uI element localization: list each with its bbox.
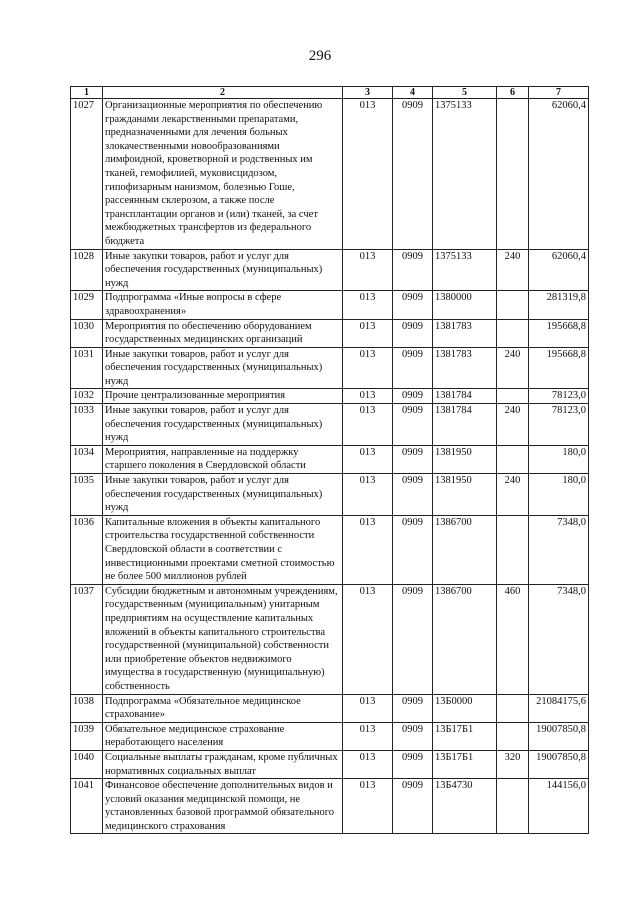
row-number: 1032 (71, 389, 103, 404)
row-amount: 281319,8 (529, 291, 589, 319)
row-name: Иные закупки товаров, работ и услуг для обеспечения государственных (муниципальных) нужд (103, 474, 343, 516)
column-header-5: 5 (433, 87, 497, 99)
table-row (71, 347, 589, 389)
row-admin-code: 013 (343, 249, 393, 291)
row-section-code: 0909 (393, 584, 433, 694)
row-target-code: 1386700 (433, 515, 497, 584)
row-expense-type (497, 515, 529, 584)
row-expense-type (497, 445, 529, 473)
row-amount: 195668,8 (529, 319, 589, 347)
row-name: Обязательное медицинское страхование неработающего населения (103, 722, 343, 750)
row-name: Организационные мероприятия по обеспечению гражданами лекарственными препаратами, предназначенными для лечения больных злокачественными новообразованиями лимфоидной, кроветворной и родственных им тканей, гемофилией, муковисцидозом, гипофизарным нанизмом, болезнью Гоше, рассеянным склерозом, а также после трансплантации органов и (или) тканей, за счет межбюджетных трансфертов из федерального бюджета (103, 99, 343, 250)
row-amount: 7348,0 (529, 515, 589, 584)
row-amount: 19007850,8 (529, 722, 589, 750)
row-section-code: 0909 (393, 750, 433, 778)
row-expense-type: 240 (497, 474, 529, 516)
row-expense-type (497, 291, 529, 319)
row-number: 1036 (71, 515, 103, 584)
row-section-code: 0909 (393, 99, 433, 250)
row-name: Иные закупки товаров, работ и услуг для обеспечения государственных (муниципальных) нужд (103, 249, 343, 291)
row-target-code: 13Б17Б1 (433, 750, 497, 778)
row-name: Подпрограмма «Иные вопросы в сфере здравоохранения» (103, 291, 343, 319)
row-amount: 180,0 (529, 445, 589, 473)
row-number: 1040 (71, 750, 103, 778)
row-section-code: 0909 (393, 474, 433, 516)
table-row (71, 445, 589, 473)
row-admin-code: 013 (343, 779, 393, 834)
row-amount: 78123,0 (529, 389, 589, 404)
column-header-2: 2 (103, 87, 343, 99)
row-number: 1029 (71, 291, 103, 319)
row-section-code: 0909 (393, 319, 433, 347)
row-target-code: 1381783 (433, 319, 497, 347)
row-name: Мероприятия, направленные на поддержку старшего поколения в Свердловской области (103, 445, 343, 473)
row-expense-type: 240 (497, 404, 529, 446)
table-row (71, 722, 589, 750)
row-amount: 62060,4 (529, 249, 589, 291)
row-target-code: 1380000 (433, 291, 497, 319)
row-section-code: 0909 (393, 722, 433, 750)
row-expense-type (497, 722, 529, 750)
table-header-row (71, 87, 589, 99)
row-number: 1033 (71, 404, 103, 446)
row-name: Капитальные вложения в объекты капитального строительства государственной собственности Свердловской области в соответствии с инвестиционными проектами сметной стоимостью не более 500 миллионов рублей (103, 515, 343, 584)
row-admin-code: 013 (343, 445, 393, 473)
table-row (71, 389, 589, 404)
row-number: 1027 (71, 99, 103, 250)
row-number: 1030 (71, 319, 103, 347)
row-admin-code: 013 (343, 515, 393, 584)
row-expense-type (497, 99, 529, 250)
page-number: 296 (308, 48, 332, 64)
row-number: 1038 (71, 694, 103, 722)
row-name: Мероприятия по обеспечению оборудованием государственных медицинских организаций (103, 319, 343, 347)
row-admin-code: 013 (343, 750, 393, 778)
row-amount: 78123,0 (529, 404, 589, 446)
row-admin-code: 013 (343, 404, 393, 446)
row-admin-code: 013 (343, 99, 393, 250)
row-admin-code: 013 (343, 319, 393, 347)
row-target-code: 1381950 (433, 474, 497, 516)
row-section-code: 0909 (393, 347, 433, 389)
row-amount: 21084175,6 (529, 694, 589, 722)
row-amount: 7348,0 (529, 584, 589, 694)
row-name: Прочие централизованные мероприятия (103, 389, 343, 404)
budget-table (70, 86, 589, 834)
row-number: 1031 (71, 347, 103, 389)
row-section-code: 0909 (393, 779, 433, 834)
row-target-code: 1381950 (433, 445, 497, 473)
row-name: Подпрограмма «Обязательное медицинское страхование» (103, 694, 343, 722)
row-admin-code: 013 (343, 291, 393, 319)
table-row (71, 319, 589, 347)
row-admin-code: 013 (343, 694, 393, 722)
row-expense-type (497, 389, 529, 404)
row-expense-type: 320 (497, 750, 529, 778)
row-target-code: 1381784 (433, 404, 497, 446)
row-expense-type: 460 (497, 584, 529, 694)
row-admin-code: 013 (343, 347, 393, 389)
row-name: Субсидии бюджетным и автономным учреждениям, государственным (муниципальным) унитарным предприятиям на осуществление капитальных вложений в объекты капитального строительства государственной (муниципальной) собственности или приобретение объектов недвижимого имущества в государственную (муниципальную) собственность (103, 584, 343, 694)
table-row (71, 779, 589, 834)
row-target-code: 1375133 (433, 249, 497, 291)
row-amount: 180,0 (529, 474, 589, 516)
row-target-code: 1375133 (433, 99, 497, 250)
row-amount: 144156,0 (529, 779, 589, 834)
row-target-code: 13Б4730 (433, 779, 497, 834)
row-name: Финансовое обеспечение дополнительных видов и условий оказания медицинской помощи, не установленных базовой программой обязательного медицинского страхования (103, 779, 343, 834)
row-section-code: 0909 (393, 291, 433, 319)
row-number: 1034 (71, 445, 103, 473)
row-expense-type (497, 694, 529, 722)
row-target-code: 1381783 (433, 347, 497, 389)
row-name: Иные закупки товаров, работ и услуг для обеспечения государственных (муниципальных) нужд (103, 347, 343, 389)
table-row (71, 474, 589, 516)
row-number: 1039 (71, 722, 103, 750)
row-section-code: 0909 (393, 389, 433, 404)
column-header-1: 1 (71, 87, 103, 99)
row-number: 1035 (71, 474, 103, 516)
column-header-3: 3 (343, 87, 393, 99)
row-section-code: 0909 (393, 445, 433, 473)
table-row (71, 694, 589, 722)
row-admin-code: 013 (343, 584, 393, 694)
row-admin-code: 013 (343, 389, 393, 404)
row-name: Социальные выплаты гражданам, кроме публичных нормативных социальных выплат (103, 750, 343, 778)
row-section-code: 0909 (393, 515, 433, 584)
row-amount: 62060,4 (529, 99, 589, 250)
row-amount: 195668,8 (529, 347, 589, 389)
table-row (71, 750, 589, 778)
row-expense-type: 240 (497, 249, 529, 291)
row-admin-code: 013 (343, 722, 393, 750)
row-target-code: 1381784 (433, 389, 497, 404)
row-amount: 19007850,8 (529, 750, 589, 778)
row-admin-code: 013 (343, 474, 393, 516)
table-row (71, 99, 589, 250)
row-target-code: 13Б17Б1 (433, 722, 497, 750)
row-expense-type (497, 779, 529, 834)
row-number: 1041 (71, 779, 103, 834)
column-header-7: 7 (529, 87, 589, 99)
row-section-code: 0909 (393, 249, 433, 291)
table-row (71, 404, 589, 446)
row-number: 1028 (71, 249, 103, 291)
table-row (71, 291, 589, 319)
row-expense-type: 240 (497, 347, 529, 389)
row-number: 1037 (71, 584, 103, 694)
table-row (71, 584, 589, 694)
row-target-code: 1386700 (433, 584, 497, 694)
row-target-code: 13Б0000 (433, 694, 497, 722)
row-expense-type (497, 319, 529, 347)
row-section-code: 0909 (393, 404, 433, 446)
row-name: Иные закупки товаров, работ и услуг для обеспечения государственных (муниципальных) нужд (103, 404, 343, 446)
row-section-code: 0909 (393, 694, 433, 722)
table-row (71, 249, 589, 291)
column-header-6: 6 (497, 87, 529, 99)
table-row (71, 515, 589, 584)
column-header-4: 4 (393, 87, 433, 99)
